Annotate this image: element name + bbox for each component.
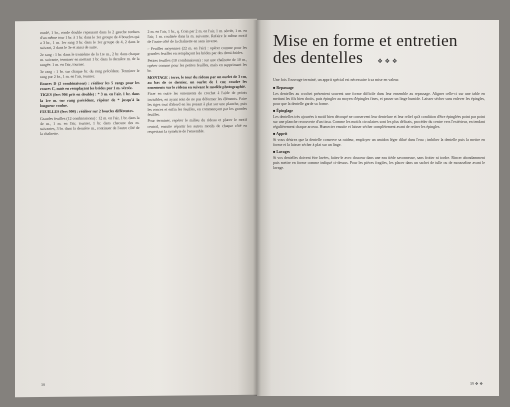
title-line-2: des dentelles: [273, 48, 363, 67]
footer-ornament: ❖ ❖: [474, 381, 483, 386]
title-ornament: ❖ ❖ ❖: [377, 59, 398, 65]
page-number: 38: [41, 381, 45, 387]
paragraph: MONTAGE : terre, le tour du rideau par un ourlet de 3 cm, au bas de ce dernier, un ourlet de 1 cm; coudre les ornements sur le rideau en suivant le modèle photographié.: [147, 74, 247, 90]
section-heading: ■ Repassage: [273, 86, 294, 91]
paragraph: Grandes feuilles (12 combinaisons) : 12 m. en l'air, 1 br. dans la 4e m., 1 m. en l'air, tourner, 1 br. dans chacune des m. suivantes, 3 br. dans la dernière m., continuer de l'autre côté de la chaînette.: [40, 115, 140, 137]
book-gutter: [253, 20, 261, 396]
left-column-1: [40, 30, 140, 387]
book-spread: [15, 20, 499, 396]
intro-text: Une fois l'ouvrage terminé, un apprit spécial est nécessaire à sa mise en valeur.: [273, 77, 400, 82]
paragraph: FEUILLES (fers 904) : réaliser sur 2 boucles différentes.: [40, 109, 134, 115]
section-heading: ■ Épinglage: [273, 109, 293, 114]
paragraph: Pour terminer, repérer le milieu du rideau et placer le motif central, ensuite répartir les autres motifs de chaque côté en respectant la symétrie de l'ensemble.: [147, 118, 247, 134]
right-page: [257, 20, 499, 396]
left-column-2: [148, 29, 248, 386]
paragraph: 2 m. en l'air, 1 br., q. Coin par 2 m. en l'air, 1 m. sérrée, 1 m. en l'air, 1 m. coulisée dans la m. suivante. Refaire le même motif de l'autre côté de la chaînette en sens inverse.: [147, 28, 247, 45]
page-number: [470, 381, 483, 386]
page-number-value: 39: [469, 381, 474, 386]
left-page: [15, 19, 257, 398]
paragraph: Petites feuilles (10 combinaisons) : sur une chaînette de 10 m., opérer comme pour les petites feuilles, mais en supprimant les br.: [147, 57, 247, 73]
paragraph: – Feuilles moyennes (22 m. en l'air) : opérer comme pour les grandes feuilles en remplaçant les brides par des demi-brides.: [147, 45, 247, 56]
body-text: [273, 86, 485, 171]
page-title: [273, 32, 485, 71]
paragraph: Fixer en outre les ornements de crochet à l'aide de points invisibles, en ayant soin de ne pas déformer les éléments. Faire les tiges tout d'abord en les posant à plat sur une planche, puis les ronces et enfin les feuilles, en commençant par les grandes feuilles.: [147, 91, 247, 117]
paragraph: Ronces D (2 combinaisons) : réaliser les 5 rangs pour les ronces C, mais en remplaçant les brides par 1 m. sérrée.: [40, 80, 140, 91]
paragraph: TIGES (fers 904 pris en double) : * 3 m. en l'air, 1 br. dans la 1re m. sur rang précédent, répéter de * jusqu'à la longueur voulue.: [40, 92, 140, 108]
section-heading: ■ Lavages: [273, 150, 290, 155]
paragraph: rondé, 1 br., ronde double repassant dans la 2 gauche tordues d'un même tour 1 br. à 1 br. dans le 1er groupe de 4 boucles qui a 3 br., 1 m. 1er rang 3 br. dans le 1er groupe de 4, 2 dans le suivant, 2 dans le 3e et ainsi de suite.: [40, 29, 140, 51]
title-line-1: Mise en forme et entretien: [273, 31, 458, 50]
section-text: Si vous désirez que la dentelle conserve sa raideur, employer un amidon léger dilué dans l'eau ; imbiber la dentelle puis la mettre en forme et la laisser sécher à plat sur un linge.: [273, 138, 485, 148]
paragraph: 2e rang : 1 br. dans le troisième de la 1re m., 2 br. dans chaque m. suivante, terminer en mettant 1 br. dans la dernière m. de la rangée. 1 m. en l'air, tourner.: [40, 51, 140, 68]
section-text: Si vos dentelles doivent être lavées, faites-le avec douceur dans une eau tiède savonneuse, sans frotter ni tordre. Rincer abondamment puis mettre en forme comme indiqué ci-dessus. Pour les pièces fragiles, les placer dans un sachet de tulle ou de mousseline avant le lavage.: [273, 156, 485, 171]
section-text: Les dentelles au crochet présentent souvent une forme difficile dans leur ensemble au repassage. Aligner celle-ci sur une table en mettant les fils bien droits, puis épingler au moyen d'épingles fines, et passer un linge humide. Laisser sécher sans enlever les épingles, pour que la dentelle garde sa forme.: [273, 92, 485, 107]
paragraph: 3e rang : 1 br. sur chaque br. du rang précédent. Terminer le rang par 2 br., 1 m. en l'air, tourner.: [40, 68, 140, 79]
section-heading: ■ Apprit: [273, 132, 288, 137]
section-text: Les dentelles très ajourées à motif bien découpé ne conservent leur dentelure et leur relief qu'à condition d'être épinglées point par point sur une planche recouverte d'un tissu. Comme les motifs circulaires sont les plus délicats, procéder du centre vers l'extérieur, en tendant régulièrement chaque arceau. Humecter ensuite et laisser sécher complètement avant de retirer les épingles.: [273, 115, 485, 130]
